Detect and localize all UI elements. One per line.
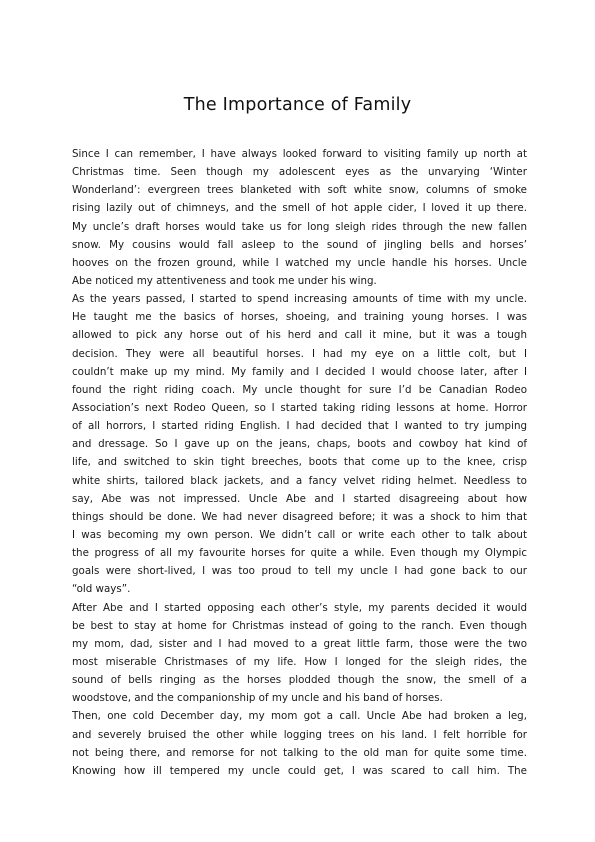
- text-line: Knowing how ill tempered my uncle could get, I was scared to call him. The: [72, 764, 527, 777]
- text-line: Association’s next Rodeo Queen, so I started taking riding lessons at home. Horror: [72, 401, 527, 414]
- text-line: decision. They were all beautiful horses. I had my eye on a little colt, but I: [72, 347, 527, 360]
- text-line: sound of bells ringing as the horses plodded though the snow, the smell of a: [72, 674, 527, 687]
- text-line: the progress of all my favourite horses for quite a while. Even though my Olympic: [72, 547, 527, 560]
- text-line: be best to stay at home for Christmas instead of going to the ranch. Even though: [72, 619, 527, 632]
- text-line: Wonderland’: evergreen trees blanketed with soft white snow, columns of smoke: [72, 184, 527, 197]
- text-line: After Abe and I started opposing each other’s style, my parents decided it would: [72, 601, 527, 614]
- text-line: life, and switched to skin tight breeches, boots that come up to the knee, crisp: [72, 456, 527, 469]
- text-line: and severely bruised the other while logging trees on his land. I felt horrible for: [72, 728, 527, 741]
- text-line: not being there, and remorse for not talking to the old man for quite some time.: [72, 746, 527, 759]
- text-line: goals were short-lived, I was too proud to tell my uncle I had gone back to our: [72, 565, 527, 578]
- text-line: “old ways”.: [72, 583, 131, 596]
- document-title: The Importance of Family: [183, 95, 412, 115]
- text-line: white shirts, tailored black jackets, and a fancy velvet riding helmet. Needless to: [72, 474, 527, 487]
- text-line: woodstove, and the companionship of my uncle and his band of horses.: [72, 692, 443, 705]
- text-line: found the right riding coach. My uncle thought for sure I’d be Canadian Rodeo: [72, 383, 527, 396]
- text-line: Then, one cold December day, my mom got a call. Uncle Abe had broken a leg,: [72, 710, 527, 723]
- text-line: rising lazily out of chimneys, and the smell of hot apple cider, I loved it up there.: [72, 202, 527, 215]
- text-line: hooves on the frozen ground, while I watched my uncle handle his horses. Uncle: [72, 256, 527, 269]
- text-line: He taught me the basics of horses, shoeing, and training young horses. I was: [72, 311, 527, 324]
- document-body: [72, 145, 527, 780]
- text-line: my mom, dad, sister and I had moved to a great little farm, those were the two: [72, 637, 527, 650]
- text-line: most miserable Christmases of my life. How I longed for the sleigh rides, the: [72, 655, 527, 668]
- text-line: Since I can remember, I have always looked forward to visiting family up north at: [72, 148, 527, 160]
- text-line: couldn’t make up my mind. My family and I decided I would choose later, after I: [72, 365, 527, 378]
- text-line: snow. My cousins would fall asleep to the sound of jingling bells and horses’: [72, 238, 527, 251]
- text-line: Abe noticed my attentiveness and took me under his wing.: [72, 274, 377, 287]
- text-line: and dressage. So I gave up on the jeans, chaps, boots and cowboy hat kind of: [72, 438, 527, 451]
- text-line: things should be done. We had never disagreed before; it was a shock to him that: [72, 510, 527, 523]
- text-line: As the years passed, I started to spend increasing amounts of time with my uncle.: [72, 293, 527, 306]
- text-line: I was becoming my own person. We didn’t call or write each other to talk about: [72, 528, 527, 541]
- text-line: say, Abe was not impressed. Uncle Abe and I started disagreeing about how: [72, 492, 527, 505]
- text-line: Christmas time. Seen though my adolescent eyes as the unvarying ‘Winter: [72, 166, 527, 179]
- text-line: My uncle’s draft horses would take us for long sleigh rides through the new fallen: [72, 220, 527, 233]
- text-line: of all horrors, I started riding English. I had decided that I wanted to try jumping: [72, 420, 527, 433]
- text-line: allowed to pick any horse out of his herd and call it mine, but it was a tough: [72, 329, 527, 342]
